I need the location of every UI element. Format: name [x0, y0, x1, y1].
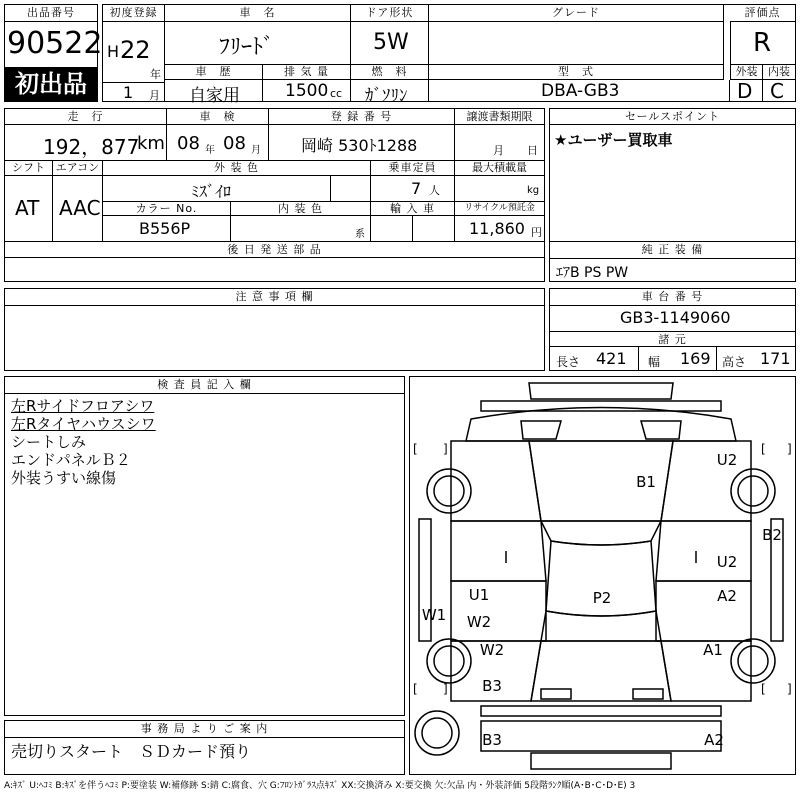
length-value: 421: [596, 349, 627, 368]
car-outline: [410, 377, 795, 774]
notes-label: 注 意 事 項 欄: [5, 289, 544, 306]
load-label: 最大積載量: [455, 161, 544, 176]
car-name: ﾌﾘｰﾄﾞ: [219, 35, 275, 60]
lot-panel: [4, 4, 103, 102]
office-note: 売切りスタート ＳＤカード預り: [11, 742, 252, 761]
width-label: 幅: [648, 355, 661, 369]
grade-label: グレード: [429, 5, 724, 22]
shift: AT: [15, 196, 40, 220]
mileage-unit: km: [137, 133, 165, 154]
damage-diagram: [409, 376, 796, 775]
damage-mark: U2: [716, 451, 738, 469]
legend-footer: A:ｷｽﾞ U:ﾍｺﾐ B:ｷｽﾞを伴うﾍｺﾐ P:要塗装 W:補修跡 S:錆 C:腐食、穴 G:ﾌﾛﾝﾄｶﾞﾗｽ点ｷｽﾞ XX:交換済み X:要交換 欠:欠品 内・外装評価 5段階ﾗﾝｸ順(A･B･C･D･E) 3: [4, 781, 636, 791]
first-reg-year: 22: [120, 36, 151, 64]
aircon-label: エアコン: [53, 161, 103, 176]
car-name-cell: [165, 22, 351, 65]
svg-text:]: ]: [787, 442, 792, 456]
office-panel: [4, 720, 405, 775]
era: H: [107, 42, 120, 61]
color-no-cell: [103, 216, 231, 242]
interior-score: C: [770, 79, 784, 103]
load-unit: kg: [527, 185, 540, 196]
door-type: 5W: [373, 30, 409, 55]
notes-panel: [4, 288, 545, 371]
exterior-color: ﾐｽﾞｲﾛ: [191, 182, 232, 201]
interior-label: 内装: [763, 65, 795, 80]
recycle-unit: 円: [531, 226, 542, 239]
interior-color-label: 内 装 色: [231, 202, 371, 216]
inspector-notes: [11, 397, 156, 487]
history: 自家用: [189, 86, 240, 106]
recycle-amount: 11,860: [469, 219, 525, 238]
interior-color-unit: 系: [355, 229, 365, 240]
year-unit: 年: [150, 68, 161, 81]
score: R: [753, 28, 772, 58]
displacement-label: 排 気 量: [263, 65, 351, 80]
mileage-cell: [5, 125, 167, 161]
score-cell: [730, 22, 795, 65]
height-label: 高さ: [722, 355, 747, 369]
inspector-line: 左Rタイヤハウスシワ: [11, 415, 156, 433]
details-panel: [4, 108, 545, 282]
damage-mark: B3: [482, 677, 502, 695]
later-parts-area: [5, 258, 544, 281]
grade-cell: [429, 22, 724, 65]
damage-mark: W2: [466, 613, 492, 631]
import-cell-b: [413, 216, 455, 242]
color-no-label: カラー No.: [103, 202, 231, 216]
equipment-panel: [549, 241, 796, 282]
office-label: 事 務 局 よ り ご 案 内: [5, 721, 404, 738]
inspector-line: 左Rサイドフロアシワ: [11, 397, 155, 415]
sales-point: ★ユーザー買取車: [554, 131, 673, 149]
svg-text:[: [: [761, 682, 766, 696]
import-label: 輸 入 車: [371, 202, 455, 216]
history-label: 車 歴: [165, 65, 263, 80]
first-reg-year-cell: [103, 22, 165, 83]
svg-text:]: ]: [443, 682, 448, 696]
door-cell: [351, 22, 429, 65]
model: DBA-GB3: [541, 81, 620, 101]
inspector-line: シートしみ: [11, 433, 87, 451]
transfer-cell: [455, 125, 544, 161]
inspector-label: 検 査 員 記 入 欄: [5, 377, 404, 394]
damage-mark: B2: [762, 526, 782, 544]
damage-mark: A2: [704, 731, 724, 749]
month-unit: 月: [149, 89, 160, 102]
color-label: 外 装 色: [103, 161, 371, 176]
recycle-cell: [455, 216, 544, 242]
sales-label: セールスポイント: [550, 109, 795, 125]
plate-number: 岡崎 530ﾄ1288: [301, 136, 418, 155]
exterior-score: D: [737, 79, 753, 103]
svg-text:[: [: [761, 442, 766, 456]
length-label: 長さ: [556, 355, 581, 369]
later-parts-label: 後 日 発 送 部 品: [5, 242, 544, 258]
damage-mark: B1: [636, 473, 656, 491]
lot-number: 90522: [7, 26, 103, 61]
exterior-label: 外装: [730, 65, 763, 80]
inspection-year-unit: 年: [205, 145, 215, 156]
transfer-label: 譲渡書類期限: [455, 109, 544, 125]
svg-text:]: ]: [787, 682, 792, 696]
inspection-month: 08: [223, 133, 246, 154]
recycle-label: リサイクル預託金: [455, 202, 544, 216]
first-listing-badge: 初出品: [5, 67, 97, 101]
displacement-unit: cc: [330, 87, 343, 100]
equipment-label: 純 正 装 備: [550, 242, 795, 259]
inspection-cell: [167, 125, 269, 161]
damage-mark: U1: [468, 586, 490, 604]
sales-panel: [549, 108, 796, 242]
width-value: 169: [680, 349, 711, 368]
damage-mark: A1: [703, 641, 723, 659]
first-reg-label: 初度登録: [103, 5, 165, 22]
dims-label: 諸 元: [550, 331, 795, 347]
first-reg-month: 1: [123, 83, 134, 102]
chassis-panel: [549, 288, 796, 371]
capacity-cell: [371, 176, 455, 202]
damage-mark: B3: [482, 731, 502, 749]
damage-mark: A2: [717, 587, 737, 605]
lot-label: 出品番号: [5, 5, 97, 22]
inspector-line: 外装うすい線傷: [11, 469, 117, 487]
transfer-month-unit: 月: [493, 144, 504, 157]
model-label: 型 式: [429, 65, 724, 80]
transfer-day-unit: 日: [527, 144, 538, 157]
equipment-list: ｴｱB PS PW: [556, 265, 629, 281]
plate-cell: [269, 125, 455, 161]
damage-mark: W1: [421, 606, 447, 624]
inspector-panel: [4, 376, 405, 716]
svg-text:]: ]: [443, 442, 448, 456]
color-number: B556P: [139, 219, 191, 238]
mileage: 192，877: [43, 135, 140, 159]
damage-mark: U2: [716, 553, 738, 571]
chassis-number: GB3-1149060: [620, 308, 731, 327]
capacity: 7: [411, 179, 422, 198]
shift-cell: [5, 176, 53, 242]
fuel-label: 燃 料: [351, 65, 429, 80]
inspector-line: エンドパネルＢ２: [11, 451, 131, 469]
aircon: AAC: [59, 196, 101, 220]
damage-mark: P2: [592, 589, 612, 607]
import-cell-a: [371, 216, 413, 242]
inspection-year: 08: [177, 133, 200, 154]
damage-mark: W2: [479, 641, 505, 659]
inspection-label: 車 検: [167, 109, 269, 125]
capacity-unit: 人: [429, 184, 440, 197]
door-label: ドア形状: [351, 5, 429, 22]
mileage-label: 走 行: [5, 109, 167, 125]
svg-text:[: [: [413, 682, 418, 696]
plate-label: 登 録 番 号: [269, 109, 455, 125]
color-extra-cell: [331, 176, 371, 202]
car-name-label: 車 名: [165, 5, 351, 22]
color-cell: [103, 176, 331, 202]
aircon-cell: [53, 176, 103, 242]
interior-color-cell: [231, 216, 371, 242]
load-cell: [455, 176, 544, 202]
fuel: ｶﾞｿﾘﾝ: [365, 86, 408, 106]
height-value: 171: [760, 349, 791, 368]
vehicle-header: [102, 4, 796, 106]
score-label: 評価点: [730, 5, 795, 22]
shift-label: シフト: [5, 161, 53, 176]
svg-text:[: [: [413, 442, 418, 456]
displacement: 1500: [285, 81, 329, 101]
inspection-month-unit: 月: [251, 145, 261, 156]
capacity-label: 乗車定員: [371, 161, 455, 176]
chassis-label: 車 台 番 号: [550, 289, 795, 306]
